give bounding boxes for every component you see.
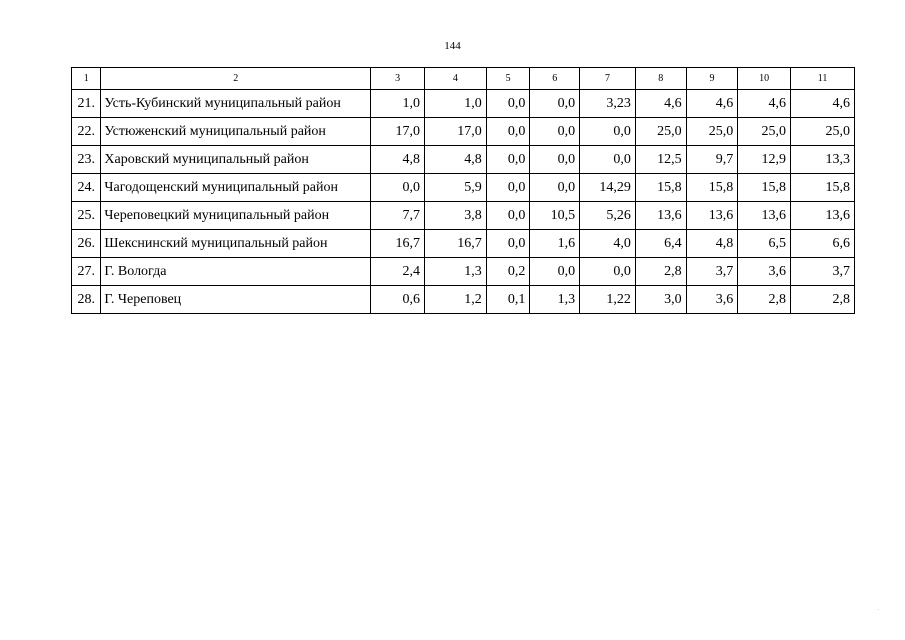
- row-number: 23.: [72, 146, 101, 174]
- district-name: Г. Череповец: [101, 286, 371, 314]
- value-cell: 0,0: [371, 174, 425, 202]
- value-cell: 4,6: [791, 90, 855, 118]
- value-cell: 10,5: [530, 202, 580, 230]
- value-cell: 4,6: [635, 90, 686, 118]
- district-name: Чагодощенский муниципальный район: [101, 174, 371, 202]
- value-cell: 1,3: [530, 286, 580, 314]
- value-cell: 0,0: [530, 90, 580, 118]
- value-cell: 4,8: [371, 146, 425, 174]
- value-cell: 3,7: [791, 258, 855, 286]
- table-row: [72, 286, 855, 314]
- value-cell: 3,0: [635, 286, 686, 314]
- value-cell: 14,29: [580, 174, 636, 202]
- column-header: 5: [486, 68, 530, 90]
- value-cell: 7,7: [371, 202, 425, 230]
- value-cell: 4,0: [580, 230, 636, 258]
- column-header: 10: [738, 68, 791, 90]
- value-cell: 0,0: [486, 146, 530, 174]
- value-cell: 16,7: [424, 230, 486, 258]
- value-cell: 25,0: [791, 118, 855, 146]
- table-row: [72, 258, 855, 286]
- value-cell: 4,6: [686, 90, 738, 118]
- value-cell: 1,22: [580, 286, 636, 314]
- column-header: 7: [580, 68, 636, 90]
- value-cell: 0,0: [486, 202, 530, 230]
- value-cell: 1,3: [424, 258, 486, 286]
- value-cell: 0,0: [530, 174, 580, 202]
- value-cell: 4,8: [686, 230, 738, 258]
- value-cell: 12,9: [738, 146, 791, 174]
- value-cell: 12,5: [635, 146, 686, 174]
- district-name: Череповецкий муниципальный район: [101, 202, 371, 230]
- corner-mark: .: [877, 606, 879, 612]
- table-row: [72, 90, 855, 118]
- data-table: [71, 67, 855, 314]
- row-number: 28.: [72, 286, 101, 314]
- value-cell: 2,8: [738, 286, 791, 314]
- column-header: 3: [371, 68, 425, 90]
- value-cell: 0,0: [486, 174, 530, 202]
- district-name: Устюженский муниципальный район: [101, 118, 371, 146]
- value-cell: 2,8: [791, 286, 855, 314]
- value-cell: 1,0: [371, 90, 425, 118]
- value-cell: 3,7: [686, 258, 738, 286]
- value-cell: 0,0: [580, 258, 636, 286]
- value-cell: 0,0: [580, 146, 636, 174]
- district-name: Усть-Кубинский муниципальный район: [101, 90, 371, 118]
- value-cell: 3,6: [686, 286, 738, 314]
- value-cell: 5,9: [424, 174, 486, 202]
- district-name: Шекснинский муниципальный район: [101, 230, 371, 258]
- value-cell: 25,0: [738, 118, 791, 146]
- value-cell: 6,5: [738, 230, 791, 258]
- table-row: [72, 230, 855, 258]
- column-header: 6: [530, 68, 580, 90]
- value-cell: 3,23: [580, 90, 636, 118]
- row-number: 26.: [72, 230, 101, 258]
- value-cell: 13,6: [635, 202, 686, 230]
- value-cell: 0,0: [530, 118, 580, 146]
- value-cell: 0,0: [486, 90, 530, 118]
- table-row: [72, 174, 855, 202]
- column-header: 11: [791, 68, 855, 90]
- row-number: 24.: [72, 174, 101, 202]
- value-cell: 13,6: [738, 202, 791, 230]
- value-cell: 1,6: [530, 230, 580, 258]
- value-cell: 17,0: [371, 118, 425, 146]
- value-cell: 15,8: [635, 174, 686, 202]
- table-row: [72, 118, 855, 146]
- value-cell: 6,6: [791, 230, 855, 258]
- value-cell: 0,0: [530, 258, 580, 286]
- value-cell: 25,0: [635, 118, 686, 146]
- value-cell: 9,7: [686, 146, 738, 174]
- row-number: 27.: [72, 258, 101, 286]
- column-header: 9: [686, 68, 738, 90]
- table-row: [72, 146, 855, 174]
- value-cell: 15,8: [791, 174, 855, 202]
- value-cell: 3,6: [738, 258, 791, 286]
- value-cell: 16,7: [371, 230, 425, 258]
- value-cell: 0,0: [486, 118, 530, 146]
- value-cell: 15,8: [738, 174, 791, 202]
- value-cell: 0,0: [580, 118, 636, 146]
- value-cell: 17,0: [424, 118, 486, 146]
- value-cell: 0,2: [486, 258, 530, 286]
- row-number: 25.: [72, 202, 101, 230]
- page-number: 144: [444, 40, 461, 52]
- row-number: 21.: [72, 90, 101, 118]
- value-cell: 13,6: [791, 202, 855, 230]
- value-cell: 1,0: [424, 90, 486, 118]
- header-row: [72, 68, 855, 90]
- value-cell: 0,0: [530, 146, 580, 174]
- value-cell: 6,4: [635, 230, 686, 258]
- value-cell: 2,8: [635, 258, 686, 286]
- column-header: 2: [101, 68, 371, 90]
- value-cell: 13,6: [686, 202, 738, 230]
- value-cell: 0,1: [486, 286, 530, 314]
- value-cell: 0,6: [371, 286, 425, 314]
- district-name: Г. Вологда: [101, 258, 371, 286]
- row-number: 22.: [72, 118, 101, 146]
- column-header: 8: [635, 68, 686, 90]
- value-cell: 13,3: [791, 146, 855, 174]
- value-cell: 1,2: [424, 286, 486, 314]
- value-cell: 4,8: [424, 146, 486, 174]
- district-name: Харовский муниципальный район: [101, 146, 371, 174]
- value-cell: 25,0: [686, 118, 738, 146]
- value-cell: 3,8: [424, 202, 486, 230]
- table-row: [72, 202, 855, 230]
- value-cell: 4,6: [738, 90, 791, 118]
- value-cell: 0,0: [486, 230, 530, 258]
- column-header: 1: [72, 68, 101, 90]
- value-cell: 2,4: [371, 258, 425, 286]
- value-cell: 5,26: [580, 202, 636, 230]
- value-cell: 15,8: [686, 174, 738, 202]
- column-header: 4: [424, 68, 486, 90]
